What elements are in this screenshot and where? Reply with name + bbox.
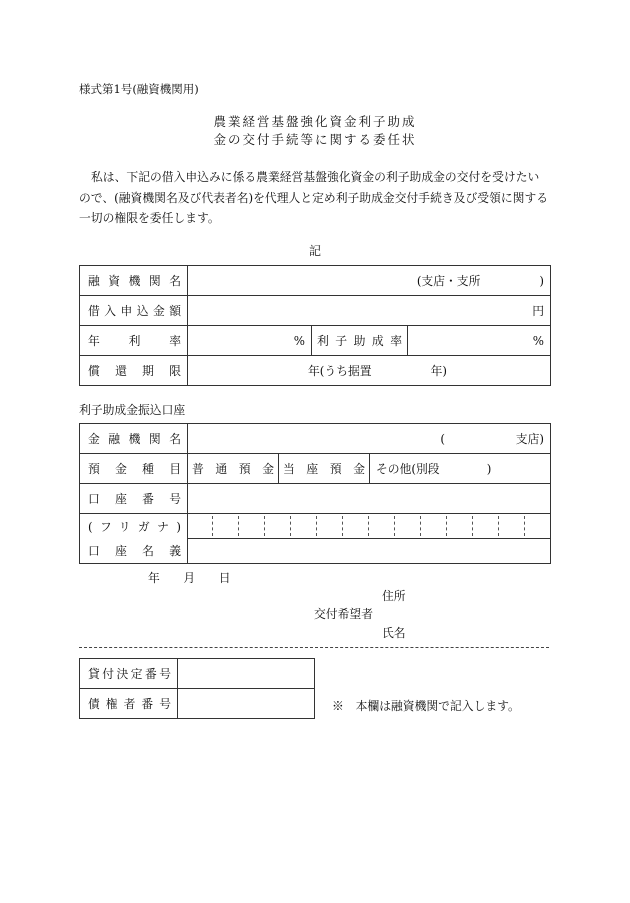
rate-unit: % [293, 333, 305, 348]
table-row [80, 484, 551, 514]
deposit-ordinary-option[interactable] [188, 454, 279, 484]
furigana-divider [264, 516, 265, 536]
bank-use-table [79, 658, 315, 719]
table-row [80, 296, 551, 326]
deposit-other-label: その他(別段 ) [376, 462, 492, 476]
table-row [80, 454, 551, 484]
furigana-divider [342, 516, 343, 536]
table-row [80, 326, 551, 356]
deposit-ordinary-label: 普通預金 [192, 462, 274, 476]
bank-branch: ( 支店) [440, 432, 544, 446]
deposit-current-label: 当座預金 [283, 462, 365, 476]
amount-unit: 円 [532, 304, 544, 318]
furigana-divider [394, 516, 395, 536]
decision-number-field[interactable] [178, 659, 315, 689]
form-number: 様式第1号(融資機関用) [79, 82, 199, 96]
furigana-divider [472, 516, 473, 536]
table-row [80, 356, 551, 386]
amount-field[interactable] [188, 296, 551, 326]
creditor-number-field[interactable] [178, 689, 315, 719]
account-number-field[interactable] [188, 484, 551, 514]
rate-label: 年 利 率 [88, 334, 181, 348]
subsidy-rate-label: 利子助成率 [317, 334, 402, 348]
institution-branch: (支店・支所 ) [416, 274, 544, 288]
document-title-line2: 金の交付手続等に関する委任状 [213, 132, 417, 147]
bank-label: 金融機関名 [88, 432, 181, 446]
account-name-field[interactable] [188, 539, 551, 564]
deposit-type-label: 預金種目 [88, 462, 181, 476]
decision-number-label: 貸付決定番号 [88, 667, 171, 681]
deposit-current-option[interactable] [279, 454, 370, 484]
furigana-divider [524, 516, 525, 536]
furigana-field[interactable] [188, 514, 551, 539]
bank-field[interactable] [188, 424, 551, 454]
ki-marker: 記 [308, 244, 321, 258]
repayment-label: 償還期限 [88, 364, 181, 378]
table-row [80, 659, 315, 689]
body-paragraph: 私は、下記の借入申込みに係る農業経営基盤強化資金の利子助成金の交付を受けたいので、(融資機関名及び代表者名)を代理人と定め利子助成金交付手続き及び受領に関する一切の権限を委任します。 [79, 170, 549, 225]
furigana-divider [212, 516, 213, 536]
creditor-number-label: 債権者番号 [88, 697, 171, 711]
bank-account-table [79, 423, 551, 564]
address-label: 住所 [382, 589, 406, 603]
furigana-divider [316, 516, 317, 536]
furigana-divider [290, 516, 291, 536]
account-section-label: 利子助成金振込口座 [79, 403, 186, 417]
account-number-label: 口座番号 [88, 492, 181, 506]
cut-line [79, 647, 549, 648]
amount-label: 借入申込金額 [88, 304, 181, 318]
furigana-divider [368, 516, 369, 536]
subsidy-rate-unit: % [532, 333, 544, 348]
furigana-divider [420, 516, 421, 536]
rate-field[interactable] [188, 326, 312, 356]
repayment-value: 年(うち据置 年) [308, 364, 447, 378]
table-row [80, 539, 551, 564]
name-label: 氏名 [382, 626, 406, 640]
date-line: 年 月 日 [148, 571, 231, 585]
deposit-other-option[interactable] [370, 454, 551, 484]
applicant-label: 交付希望者 [314, 607, 373, 621]
furigana-divider [238, 516, 239, 536]
table-row [80, 514, 551, 539]
institution-field[interactable] [188, 266, 551, 296]
table-row [80, 266, 551, 296]
document-title-line1: 農業経営基盤強化資金利子助成 [213, 114, 417, 129]
furigana-label: (フリガナ) [88, 519, 181, 534]
bank-use-note: ※ 本欄は融資機関で記入します。 [332, 699, 520, 713]
institution-label: 融資機関名 [88, 274, 181, 288]
furigana-divider [498, 516, 499, 536]
subsidy-rate-field[interactable] [408, 326, 551, 356]
account-name-label: 口座名義 [88, 544, 181, 559]
furigana-divider [446, 516, 447, 536]
table-row [80, 689, 315, 719]
repayment-field[interactable] [188, 356, 551, 386]
table-row [80, 424, 551, 454]
loan-info-table [79, 265, 551, 386]
